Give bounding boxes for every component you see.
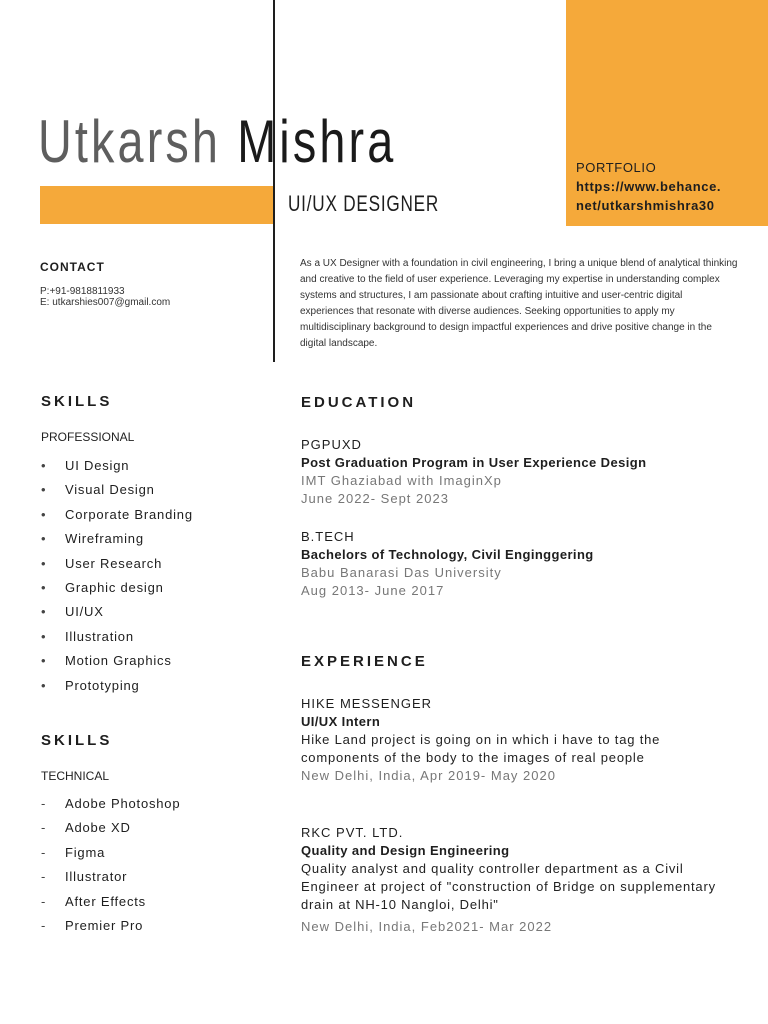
- list-item: • UI Design: [41, 458, 130, 473]
- list-item: - Adobe XD: [41, 820, 131, 836]
- list-item: - Illustrator: [41, 869, 128, 885]
- resume-name: [38, 102, 396, 182]
- portfolio-block: [576, 158, 721, 215]
- list-item: - After Effects: [41, 893, 146, 909]
- portfolio-label: PORTFOLIO: [576, 160, 657, 175]
- list-item: • Corporate Branding: [41, 506, 193, 522]
- contact-phone: P:+91-9818811933: [40, 286, 125, 297]
- profile-summary: As a UX Designer with a foundation in civil engineering, I bring a unique blend of analytical thinking and creative to the field of user experience. Leveraging my expertise in understanding complex systems and structures, I am passionate about crafting intuitive and user-centric digital experiences that resonate with diverse audiences. Seeking opportunities to apply my multidisciplinary background to design impactful experiences and drive positive change in the digital landscape.: [300, 258, 738, 349]
- last-name: Mishra: [237, 108, 397, 175]
- education-entry: [301, 436, 646, 508]
- list-item: • Visual Design: [41, 482, 155, 498]
- list-item: • Prototyping: [41, 677, 140, 693]
- position-meta: New Delhi, India, Apr 2019- May 2020: [301, 768, 556, 783]
- list-item: • Wireframing: [41, 531, 144, 547]
- professional-skills-list: [41, 454, 193, 698]
- education-dates: June 2022- Sept 2023: [301, 491, 449, 506]
- list-item: - Adobe Photoshop: [41, 796, 181, 811]
- list-item: • UI/UX: [41, 604, 104, 620]
- position-description: Quality analyst and quality controller department as a Civil Engineer at project of "construction of Bridge on supplementary drain at NH-10 Nangloi, Delhi": [301, 861, 716, 912]
- institution: Babu Banarasi Das University: [301, 565, 502, 580]
- contact-details: [40, 286, 170, 308]
- list-item: • User Research: [41, 555, 163, 571]
- job-title: UI/UX DESIGNER: [288, 191, 440, 216]
- degree-code: B.TECH: [301, 529, 355, 544]
- company-name: RKC PVT. LTD.: [301, 825, 404, 840]
- position-title: UI/UX Intern: [301, 714, 381, 729]
- portfolio-link-line2[interactable]: net/utkarshmishra30: [576, 198, 715, 213]
- experience-entry: [301, 824, 741, 936]
- education-entry: [301, 528, 594, 600]
- first-name: Utkarsh: [38, 108, 222, 175]
- position-description: Hike Land project is going on in which i have to tag the components of the body to the images of real people: [301, 732, 661, 765]
- institution: IMT Ghaziabad with ImaginXp: [301, 473, 502, 488]
- position-title: Quality and Design Engineering: [301, 843, 510, 858]
- list-item: - Figma: [41, 844, 106, 860]
- list-item: - Premier Pro: [41, 918, 144, 934]
- experience-entry: [301, 695, 741, 785]
- list-item: • Illustration: [41, 628, 134, 644]
- contact-email[interactable]: E: utkarshies007@gmail.com: [40, 297, 171, 308]
- portfolio-link-line1[interactable]: https://www.behance.: [576, 179, 722, 194]
- education-heading: EDUCATION: [301, 394, 417, 411]
- company-name: HIKE MESSENGER: [301, 696, 433, 711]
- accent-bar: [40, 186, 274, 224]
- technical-skills-list: [41, 792, 180, 938]
- list-item: • Graphic design: [41, 580, 164, 596]
- degree-title: Bachelors of Technology, Civil Enginggering: [301, 547, 594, 562]
- list-item: • Motion Graphics: [41, 653, 172, 669]
- position-meta: New Delhi, India, Feb2021- Mar 2022: [301, 919, 553, 934]
- skills-heading-technical: SKILLS: [41, 732, 113, 749]
- degree-code: PGPUXD: [301, 437, 362, 452]
- skills-subheading-technical: TECHNICAL: [41, 769, 110, 783]
- skills-subheading-professional: PROFESSIONAL: [41, 430, 135, 444]
- skills-heading-professional: SKILLS: [41, 393, 113, 410]
- education-dates: Aug 2013- June 2017: [301, 583, 445, 598]
- experience-heading: EXPERIENCE: [301, 653, 428, 670]
- contact-heading: CONTACT: [40, 260, 105, 274]
- degree-title: Post Graduation Program in User Experience Design: [301, 455, 647, 470]
